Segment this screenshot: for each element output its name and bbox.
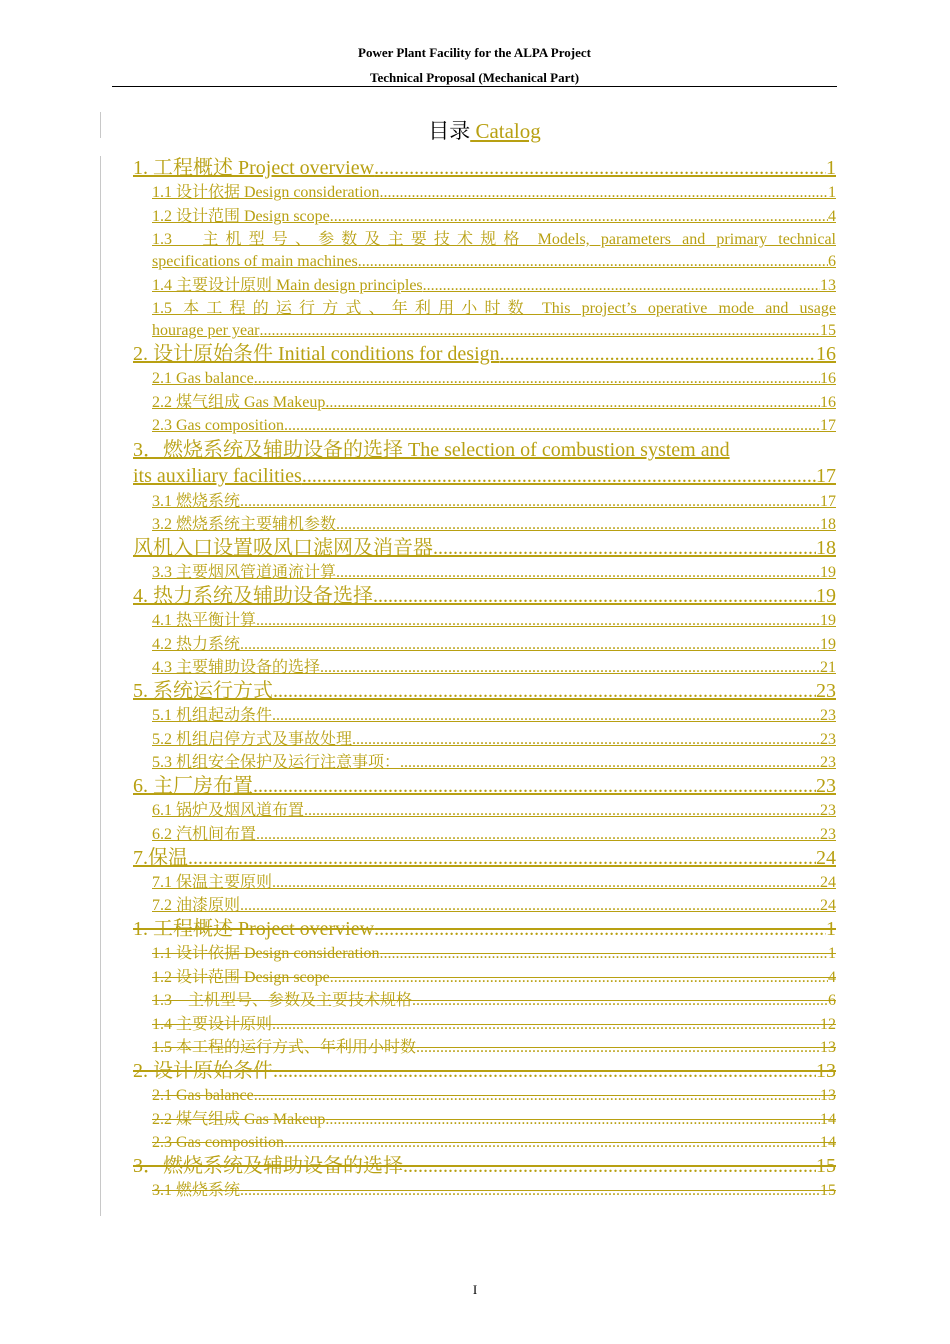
toc-entry-text-continued: specifications of main machines [152,253,358,270]
toc-entry-text: 1.1 设计依据 Design consideration [152,945,380,962]
header-rule [112,86,837,87]
toc-dot-leader [433,536,816,561]
toc-entry-text: 3.1 燃烧系统 [152,492,241,510]
toc-dot-leader [256,610,820,632]
toc-entry[interactable] [133,774,836,799]
toc-page-number: 24 [816,846,836,869]
toc-entry-text: 1.5 本工程的运行方式、年利用小时数 [152,1039,417,1056]
toc-page-number: 16 [816,343,836,365]
toc-dot-leader [240,634,820,656]
toc-dot-leader [284,1132,820,1154]
toc-dot-leader [273,679,816,704]
toc-dot-leader [320,657,820,679]
toc-dot-leader [240,895,820,917]
toc-entry-text: 3．燃烧系统及辅助设备的选择 The selection of combustion system and [133,439,730,461]
toc-page-number: 1 [826,918,836,940]
toc-page-number: 23 [816,775,836,797]
toc-dot-leader [240,491,820,513]
toc-page-number: 4 [828,207,836,225]
toc-dot-leader [254,1085,820,1107]
toc-dot-leader [272,705,820,727]
toc-entry[interactable] [133,634,836,656]
toc-page-number: 15 [816,1155,836,1177]
toc-entry-text: 4. 热力系统及辅助设备选择 [133,585,373,607]
revision-change-bar [100,112,101,138]
toc-dot-leader [336,562,820,584]
toc-page-number: 15 [820,1182,836,1199]
toc-entry-deleted[interactable] [133,1154,836,1179]
toc-entry-text: 7.1 保温主要原则 [152,873,273,891]
toc-page-number: 6 [828,992,836,1009]
toc-entry-text: 3.3 主要烟风管道通流计算 [152,564,337,581]
toc-entry[interactable] [133,342,836,367]
toc-page-number: 15 [820,322,836,339]
toc-page-number: 14 [820,1134,836,1151]
toc-page-number: 24 [820,897,836,914]
toc-entry[interactable] [133,752,836,774]
toc-page-number: 19 [820,612,836,629]
toc-entry-text: 1.2 设计范围 Design scope [152,207,330,225]
toc-entry-text: 2.2 煤气组成 Gas Makeup [152,393,326,411]
toc-dot-leader [500,342,816,367]
toc-entry[interactable] [133,729,836,751]
toc-entry[interactable] [133,895,836,917]
toc-page-number: 1 [826,157,836,179]
toc-entry[interactable] [133,679,836,704]
revision-change-bar [100,156,101,1216]
toc-entry[interactable] [133,392,836,414]
toc-entry-deleted[interactable] [133,917,836,942]
page-header [112,44,837,87]
toc-page-number: 6 [828,253,836,270]
toc-dot-leader [358,251,828,273]
toc-page-number: 17 [820,417,836,434]
toc-entry-deleted[interactable] [133,1014,836,1036]
toc-page-number: 1 [828,184,836,201]
toc-page-number: 12 [820,1015,836,1033]
toc-entry-text: 风机入口设置吸风口滤网及消音器 [133,537,433,559]
toc-entry-text: 3.1 燃烧系统 [152,1182,241,1199]
toc-entry-text: 1.3 主机型号、参数及主要技术规格 Models, parameters and primary technical [152,231,836,248]
toc-entry[interactable] [133,437,836,489]
catalog-title-cn: 目录 [428,119,471,143]
toc-entry-text: 2.2 煤气组成 Gas Makeup [152,1110,326,1128]
toc-entry[interactable] [133,514,836,536]
toc-entry-text: 6.1 锅炉及烟风道布置 [152,802,305,819]
toc-entry[interactable] [133,206,836,228]
toc-dot-leader [403,1154,816,1179]
toc-entry[interactable] [133,368,836,390]
header-project-title: Power Plant Facility for the ALPA Project [358,45,591,60]
toc-entry-deleted[interactable] [133,1109,836,1131]
toc-entry[interactable] [133,536,836,561]
toc-entry-deleted[interactable] [133,1037,836,1059]
table-of-contents [133,156,836,1202]
toc-entry-text: 5.2 机组启停方式及事故处理 [152,730,353,748]
toc-page-number: 23 [820,802,836,819]
toc-page-number: 13 [820,1087,836,1104]
toc-dot-leader [284,415,820,437]
toc-entry[interactable] [133,275,836,297]
toc-entry[interactable] [133,800,836,822]
toc-page-number: 23 [816,680,836,702]
toc-entry-text: 1. 工程概述 Project overview [133,157,375,179]
toc-page-number: 23 [820,730,836,748]
toc-entry-text: 2.3 Gas composition [152,1134,284,1151]
toc-entry-deleted[interactable] [133,1059,836,1084]
toc-entry-text-continued: hourage per year [152,322,260,339]
toc-entry[interactable] [133,562,836,584]
toc-entry-text-continued: its auxiliary facilities [133,465,302,487]
toc-page-number: 1 [828,945,836,962]
catalog-title [133,115,836,145]
toc-entry-text: 5.3 机组安全保护及运行注意事项： [152,754,401,771]
toc-dot-leader [253,774,816,799]
toc-entry-text: 5.1 机组起动条件 [152,707,273,724]
toc-page-number: 14 [820,1110,836,1128]
toc-entry-text: 4.2 热力系统 [152,635,241,653]
toc-entry-text: 3．燃烧系统及辅助设备的选择 [133,1155,403,1177]
toc-entry-text: 2. 设计原始条件 Initial conditions for design [133,343,500,365]
toc-dot-leader [188,846,816,871]
toc-dot-leader [374,917,826,942]
toc-page-number: 13 [820,276,836,294]
toc-page-number: 17 [816,465,836,487]
toc-page-number: 19 [820,635,836,653]
toc-entry-text: 3.2 燃烧系统主要辅机参数 [152,516,337,533]
toc-entry[interactable] [133,584,836,609]
toc-page-number: 18 [820,516,836,533]
toc-entry[interactable] [133,415,836,437]
toc-dot-leader [260,320,821,342]
toc-entry[interactable] [133,229,836,273]
toc-dot-leader [380,943,828,965]
toc-entry-deleted[interactable] [133,1132,836,1154]
toc-dot-leader [373,584,816,609]
toc-entry[interactable] [133,824,836,846]
toc-dot-leader [380,182,828,204]
toc-entry-text: 1.4 主要设计原则 [152,1015,273,1033]
toc-entry[interactable] [133,846,836,871]
toc-entry-text: 1. 工程概述 Project overview [133,918,375,940]
toc-page-number: 16 [820,370,836,387]
toc-dot-leader [412,990,828,1012]
toc-dot-leader [336,514,820,536]
toc-page-number: 18 [816,537,836,559]
toc-entry-text: 7.2 油漆原则 [152,897,241,914]
toc-dot-leader [273,1059,816,1084]
toc-page-number: 16 [820,393,836,411]
toc-entry-text: 7.保温 [133,846,188,869]
toc-page-number: 21 [820,659,836,676]
toc-page-number: 24 [820,873,836,891]
toc-page-number: 13 [816,1060,836,1082]
toc-entry-text: 2.1 Gas balance [152,370,254,387]
toc-page-number: 4 [828,968,836,986]
toc-dot-leader [325,392,820,414]
toc-entry-deleted[interactable] [133,990,836,1012]
toc-entry-deleted[interactable] [133,967,836,989]
toc-dot-leader [330,967,828,989]
toc-entry-text: 1.2 设计范围 Design scope [152,968,330,986]
toc-entry[interactable] [133,705,836,727]
toc-dot-leader [423,275,820,297]
toc-entry[interactable] [133,156,836,181]
toc-entry-text: 1.5 本工程的运行方式、年利用小时数 This project’s operative mode and usage [152,300,836,317]
toc-entry[interactable] [133,298,836,342]
toc-entry-text: 2.1 Gas balance [152,1087,254,1104]
toc-dot-leader [304,800,820,822]
toc-page-number: 17 [820,492,836,510]
toc-entry[interactable] [133,610,836,632]
toc-dot-leader [254,368,820,390]
toc-dot-leader [272,872,820,894]
toc-entry-text: 6. 主厂房布置 [133,775,253,797]
toc-page-number: 19 [820,564,836,581]
toc-dot-leader [302,463,816,489]
toc-dot-leader [374,156,826,181]
toc-entry[interactable] [133,182,836,204]
toc-entry[interactable] [133,491,836,513]
toc-entry-text: 1.4 主要设计原则 Main design principles [152,276,423,294]
toc-dot-leader [352,729,820,751]
toc-entry-deleted[interactable] [133,943,836,965]
toc-page-number: 13 [820,1039,836,1056]
toc-dot-leader [325,1109,820,1131]
toc-dot-leader [256,824,820,846]
toc-entry-text: 1.3 主机型号、参数及主要技术规格 [152,992,413,1009]
toc-dot-leader [330,206,828,228]
header-document-title: Technical Proposal (Mechanical Part) [369,70,580,85]
toc-entry-text: 1.1 设计依据 Design consideration [152,184,380,201]
toc-entry-text: 6.2 汽机间布置 [152,825,257,843]
toc-entry[interactable] [133,872,836,894]
toc-page-number: 23 [820,754,836,771]
catalog-title-en-link[interactable]: Catalog [470,119,541,143]
toc-page-number: 23 [820,825,836,843]
toc-page-number: 19 [816,585,836,607]
toc-dot-leader [400,752,820,774]
toc-dot-leader [272,1014,820,1036]
toc-entry-deleted[interactable] [133,1085,836,1107]
page-number: I [472,1282,478,1297]
toc-entry-text: 4.1 热平衡计算 [152,612,257,629]
toc-entry-text: 4.3 主要辅助设备的选择 [152,659,321,676]
toc-entry-text: 2.3 Gas composition [152,417,284,434]
toc-dot-leader [240,1180,820,1202]
toc-entry-text: 5. 系统运行方式 [133,680,273,702]
toc-entry-text: 2. 设计原始条件 [133,1060,273,1082]
toc-entry[interactable] [133,657,836,679]
toc-dot-leader [416,1037,820,1059]
toc-page-number: 23 [820,707,836,724]
toc-entry-deleted[interactable] [133,1180,836,1202]
